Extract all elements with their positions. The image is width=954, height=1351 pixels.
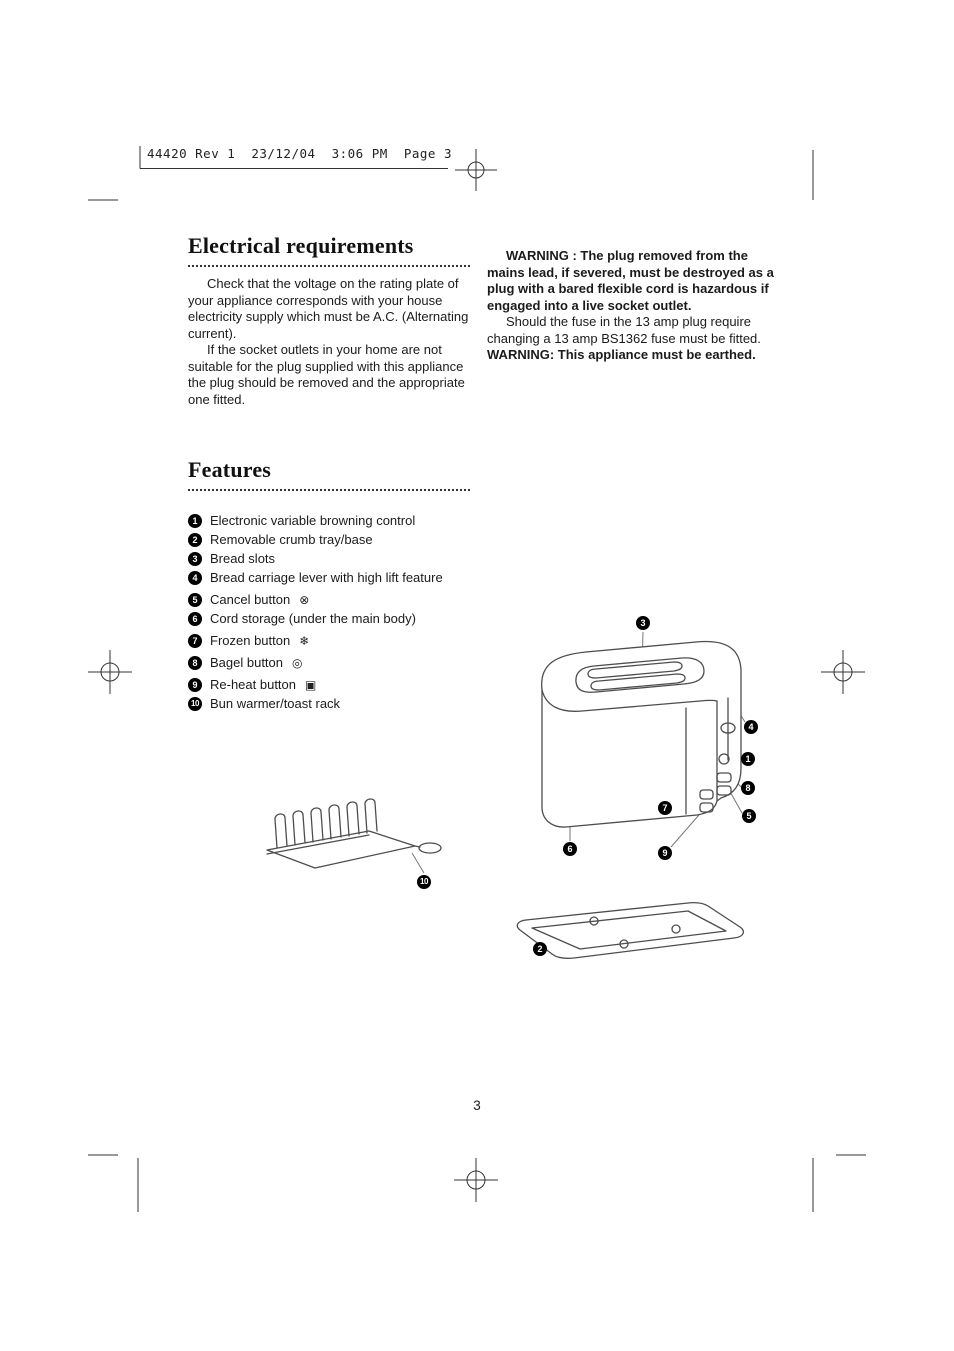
feature-item [188,551,508,567]
dotted-rule [188,263,470,267]
feature-item [188,633,508,649]
feature-number-badge: 3 [188,552,202,566]
feature-label: Frozen button [210,633,291,648]
feature-label: Electronic variable browning control [210,513,416,528]
crumb-tray-illustration [517,903,743,959]
toast-rack-illustration [253,788,453,880]
feature-item [188,655,508,671]
feature-item [188,677,508,693]
feature-item [188,611,508,627]
feature-label: Removable crumb tray/base [210,532,373,547]
electrical-paragraph-1: Check that the voltage on the rating plate of your appliance corresponds with your house electricity supply which must be A.C. (Alternating current). [188,276,469,341]
feature-label: Re-heat button [210,677,297,692]
bagel-icon: ◎ [292,656,303,670]
callout-toast-rack: 10 [417,875,431,889]
feature-label: Bagel button [210,655,284,670]
section-title-features: Features [188,457,272,482]
feature-number-badge: 6 [188,612,202,626]
feature-label: Cord storage (under the main body) [210,611,416,626]
feature-number-badge: 10 [188,697,202,711]
rack-handle [419,843,441,853]
feature-number-badge: 2 [188,533,202,547]
feature-item [188,570,508,586]
callout-frozen-button: 7 [658,801,672,815]
toaster-body [542,642,741,828]
feature-number-badge: 4 [188,571,202,585]
electrical-paragraph-2: If the socket outlets in your home are not suitable for the plug supplied with this appliance the plug should be removed and the appropriate one fitted. [188,342,465,407]
feature-label: Bun warmer/toast rack [210,696,341,711]
section-title-electrical: Electrical requirements [188,233,414,258]
callout-cord-storage: 6 [563,842,577,856]
warning-plug: WARNING : The plug removed from the mains lead, if severed, must be destroyed as a plug with a bared flexible cord is hazardous if engaged into a live socket outlet. [487,248,774,313]
features-list [188,513,508,712]
page-number: 3 [473,1098,481,1113]
feature-item [188,592,508,608]
section-electrical [188,234,472,408]
feature-item [188,513,508,529]
callout-crumb-tray: 2 [533,942,547,956]
section-features [188,458,508,715]
feature-label: Bread slots [210,551,276,566]
callout-cancel-button: 5 [742,809,756,823]
reheat-icon: ▣ [305,678,317,692]
callout-carriage-lever: 4 [744,720,758,734]
feature-number-badge: 9 [188,678,202,692]
cancel-icon: ⊗ [299,593,310,607]
dotted-rule [188,487,470,491]
fuse-note: Should the fuse in the 13 amp plug require changing a 13 amp BS1362 fuse must be fitted. [487,314,761,346]
section-warnings [487,248,777,364]
snowflake-icon: ❄ [299,634,310,648]
feature-item [188,696,508,712]
feature-label: Bread carriage lever with high lift feature [210,570,443,585]
warning-earthed: WARNING: This appliance must be earthed. [487,347,756,362]
toaster-illustration [490,610,790,990]
callout-reheat-button: 9 [658,846,672,860]
callout-browning-control: 1 [741,752,755,766]
print-header-slug: 44420 Rev 1 23/12/04 3:06 PM Page 3 [147,146,452,161]
feature-number-badge: 5 [188,593,202,607]
feature-number-badge: 7 [188,634,202,648]
feature-item [188,532,508,548]
feature-number-badge: 1 [188,514,202,528]
callout-bagel-button: 8 [741,781,755,795]
feature-number-badge: 8 [188,656,202,670]
feature-label: Cancel button [210,592,291,607]
callout-bread-slots: 3 [636,616,650,630]
